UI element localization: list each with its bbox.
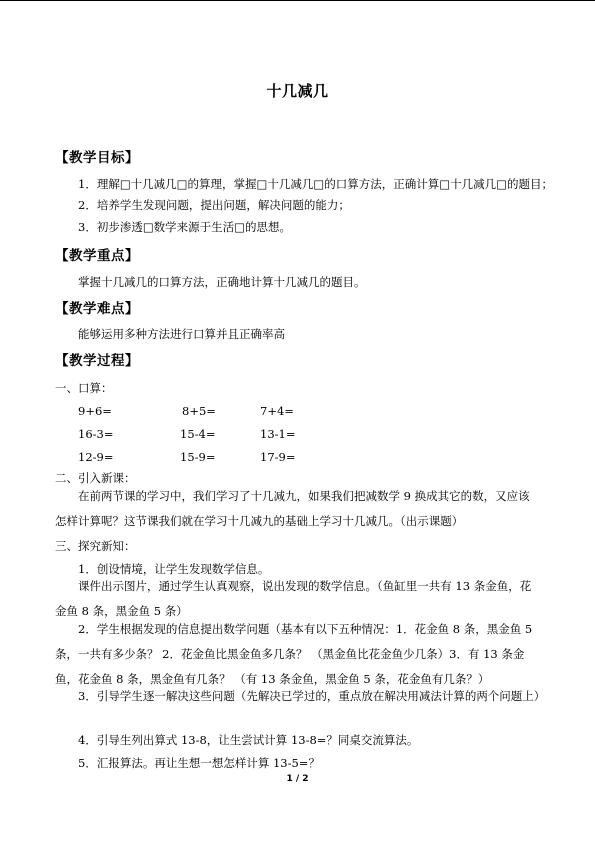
step3-item-4: 4．引导生列出算式 13-8，让生尝试计算 13-8=？同桌交流算法。 (78, 733, 419, 747)
step3-item-2: 2．学生根据发现的信息提出数学问题（基本有以下五种情况：1．花金鱼 8 条，黑金鱼 5 条，一共有多少条？ 2．花金鱼比黑金鱼多几条？ （黑金鱼比花金鱼少几条）3．有 13 条金鱼，花金鱼 8 条，黑金鱼有几条？ （有 13 条金鱼，黑金鱼 5 条，花金鱼有几条？） (55, 622, 533, 686)
page-number: 1 / 2 (286, 774, 309, 784)
oral-calc-item: 15-9= (180, 450, 216, 464)
difficulty-text: 能够运用多种方法进行口算并且正确率高 (78, 327, 285, 341)
oral-calc-item: 9+6= (78, 404, 112, 418)
oral-calc-item: 12-9= (78, 450, 114, 464)
section-heading-key: 【教学重点】 (55, 248, 139, 264)
goal-item-3: 3．初步渗透□数学来源于生活□的思想。 (78, 220, 292, 234)
oral-calc-item: 7+4= (260, 404, 294, 418)
step3-heading: 三、探究新知： (55, 539, 136, 553)
key-point-text: 掌握十几减几的口算方法，正确地计算十几减几的题目。 (78, 275, 366, 289)
document-title: 十几减几 (266, 82, 329, 100)
step3-item-3: 3．引导学生逐一解决这些问题（先解决已学过的，重点放在解决用减法计算的两个问题上） (78, 689, 546, 703)
section-heading-difficulty: 【教学难点】 (55, 301, 139, 317)
step3-item-5: 5．汇报算法。再让生想一想怎样计算 13-5=？ (78, 756, 320, 770)
oral-calc-item: 17-9= (260, 450, 296, 464)
goal-item-2: 2．培养学生发现问题，提出问题，解决问题的能力； (78, 198, 350, 212)
oral-calc-item: 15-4= (180, 427, 216, 441)
step3-item-1: 1．创设情境，让学生发现数学信息。 (78, 562, 270, 576)
step3-item-1-detail: 课件出示图片，通过学生认真观察，说出发现的数学信息。（鱼缸里一共有 13 条金鱼，花金鱼 8 条，黑金鱼 5 条） (55, 579, 532, 618)
step1-heading: 一、口算： (55, 381, 113, 395)
oral-calc-item: 13-1= (260, 427, 296, 441)
oral-calc-item: 8+5= (182, 404, 216, 418)
step2-paragraph: 在前两节课的学习中，我们学习了十几减九，如果我们把减数学 9 换成其它的数，又应该怎样计算呢？这节课我们就在学习十几减九的基础上学习十几减几。（出示课题） (55, 489, 530, 528)
oral-calc-item: 16-3= (78, 427, 114, 441)
section-heading-process: 【教学过程】 (55, 353, 139, 369)
step2-heading: 二、引入新课： (55, 471, 136, 485)
goal-item-1: 1．理解□十几减几□的算理，掌握□十几减几□的口算方法，正确计算□十几减几□的题目； (78, 177, 554, 191)
section-heading-goals: 【教学目标】 (55, 150, 139, 166)
